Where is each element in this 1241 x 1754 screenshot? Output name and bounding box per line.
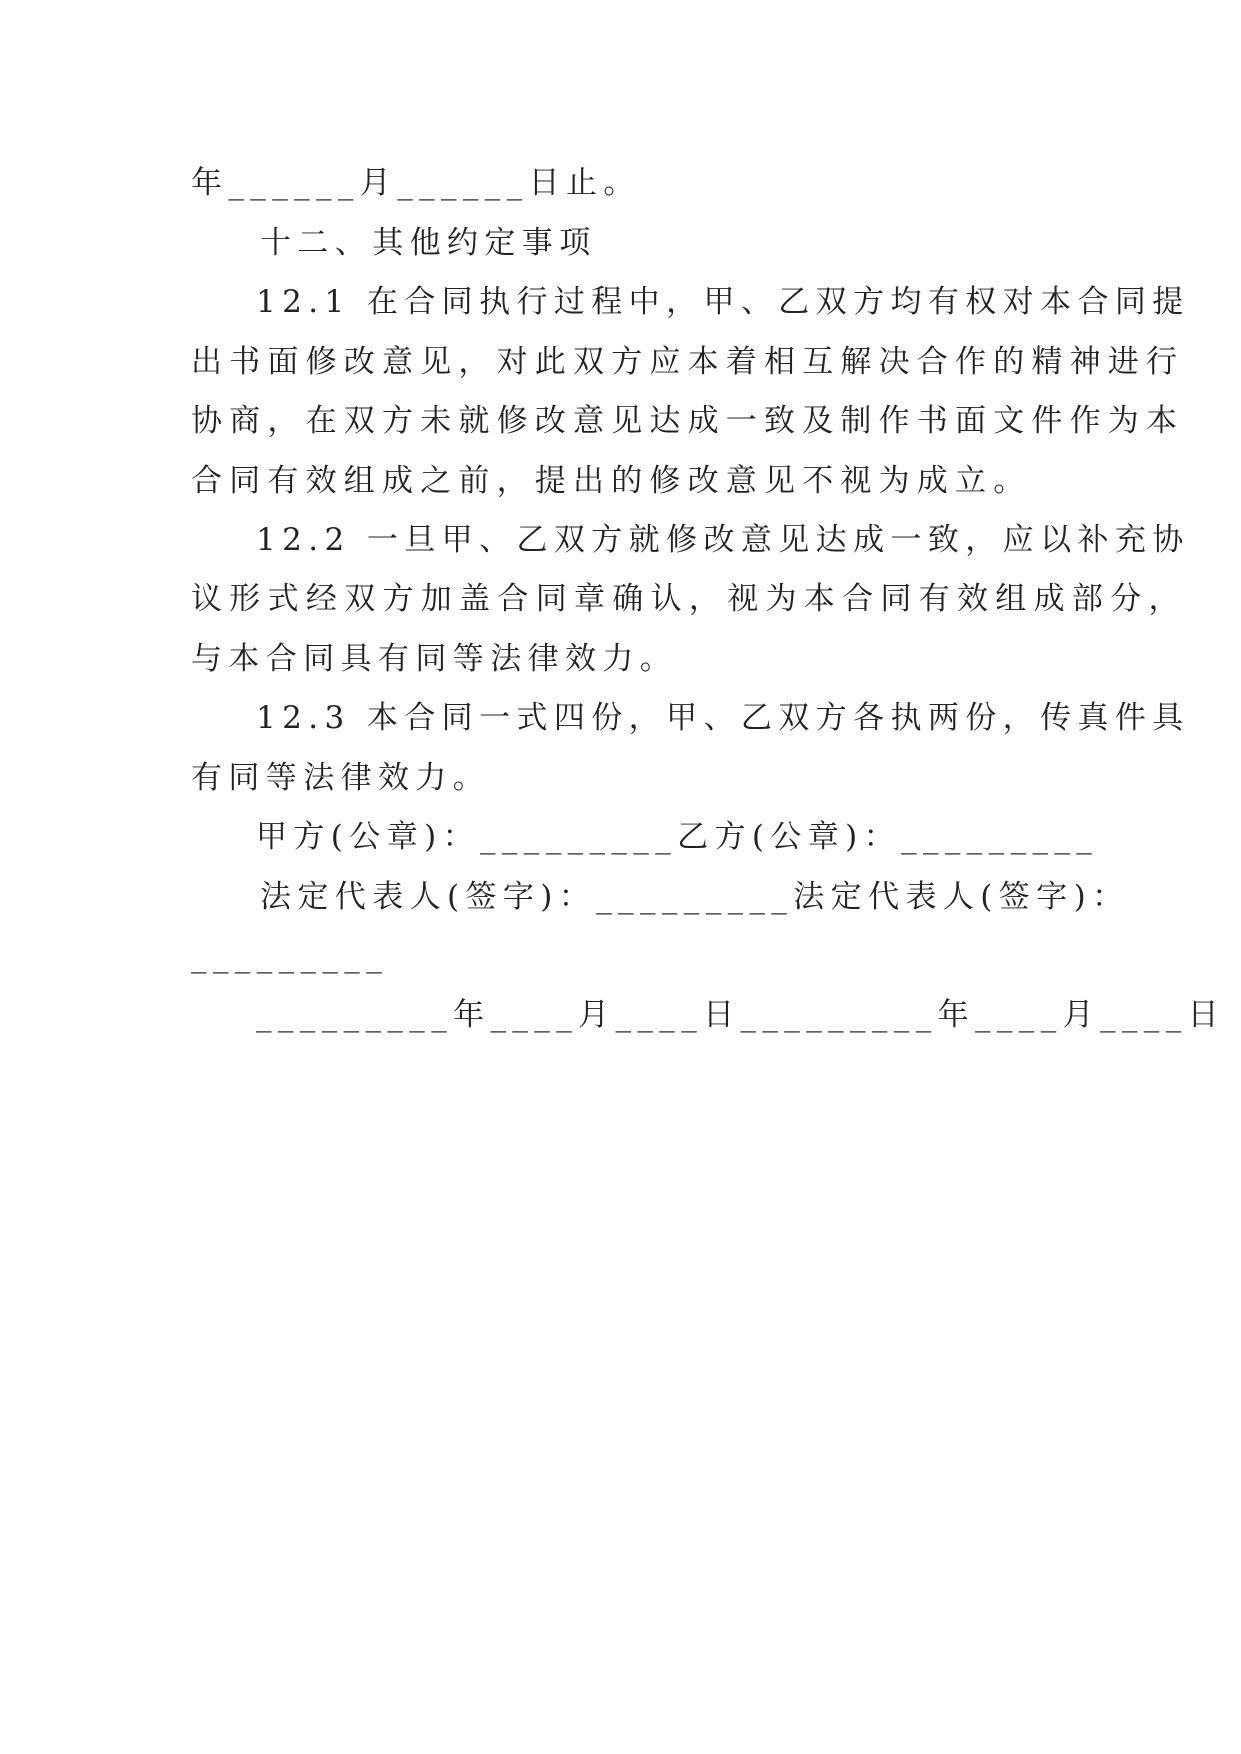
section-heading-12: 十二、其他约定事项 (260, 225, 597, 261)
clause-12-3-line-2: 有同等法律效力。 (191, 760, 491, 796)
legal-representative-line: 法定代表人(签字)：_________法定代表人(签字)： (260, 879, 1130, 915)
clause-12-1-line-1: 12.1 在合同执行过程中，甲、乙双方均有权对本合同提 (256, 284, 1190, 320)
clause-12-2-line-1: 12.2 一旦甲、乙双方就修改意见达成一致，应以补充协 (256, 522, 1190, 558)
clause-12-1-line-2: 出书面修改意见，对此双方应本着相互解决合作的精神进行 (191, 344, 1185, 380)
clause-12-3-line-1: 12.3 本合同一式四份，甲、乙双方各执两份，传真件具 (256, 700, 1190, 736)
clause-12-1-line-3: 协商，在双方未就修改意见达成一致及制作书面文件作为本 (191, 403, 1185, 439)
signing-date-line: _________年____月____日_________年____月____日 (256, 997, 1225, 1033)
clause-12-2-line-2: 议形式经双方加盖合同章确认，视为本合同有效组成部分， (191, 581, 1187, 617)
party-seal-line: 甲方(公章)：_________乙方(公章)：_________ (256, 819, 1099, 855)
text-line-date-end: 年______月______日止。 (191, 165, 641, 201)
clause-12-2-line-3: 与本合同具有同等法律效力。 (191, 641, 678, 677)
clause-12-1-line-4: 合同有效组成之前，提出的修改意见不视为成立。 (191, 463, 1032, 499)
signature-blank-line: _________ (191, 938, 389, 974)
